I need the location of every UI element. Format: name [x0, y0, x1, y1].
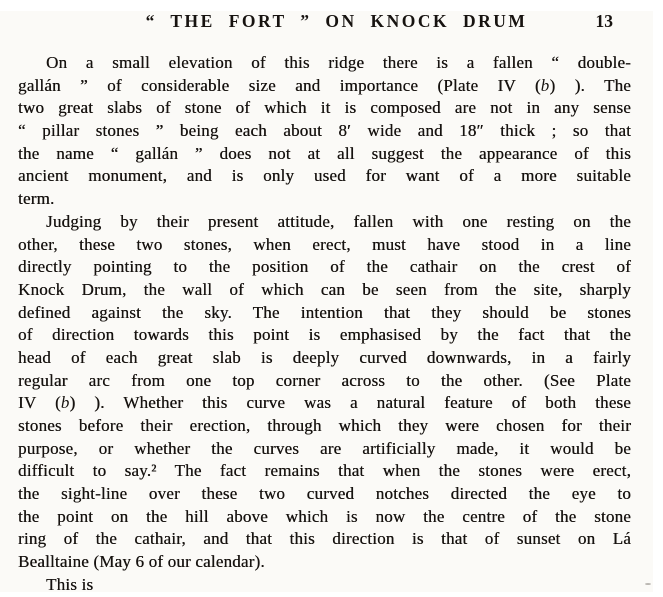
paragraph [18, 211, 631, 574]
text-line: ancient monument, and is only used for want of a more suitable [18, 166, 631, 186]
text-line: difficult to say.² The fact remains that when the stones were erect, [18, 461, 631, 481]
text-line: the name “ gallán ” does not at all suggest the appearance of this [18, 143, 631, 163]
scanned-book-page [0, 11, 653, 592]
text-line: “ pillar stones ” being each about 8′ wide and 18″ thick ; so that [18, 121, 631, 141]
text-line: ring of the cathair, and that this direction is that of sunset on Lá [18, 529, 631, 549]
text-line: head of each great slab is deeply curved downwards, in a fairly [18, 347, 631, 367]
text-line: regular arc from one top corner across to the other. (See Plate [18, 370, 631, 390]
text-line: Knock Drum, the wall of which can be seen from the site, sharply [18, 279, 631, 299]
page-header [0, 11, 653, 33]
text-line: defined against the sky. The intention that they should be stones [18, 302, 631, 322]
text-line: other, these two stones, when erect, must have stood in a line [18, 234, 631, 254]
text-line: This is [46, 574, 94, 594]
page-number: 13 [595, 11, 613, 31]
text-line: the point on the hill above which is now the centre of the stone [18, 506, 631, 526]
scan-speck-artifact [645, 583, 651, 585]
text-line: Judging by their present attitude, fallen with one resting on the [46, 211, 631, 231]
text-line: the sight-line over these two curved notches directed the eye to [18, 484, 631, 504]
paragraph [18, 52, 631, 211]
text-line: stones before their erection, through which they were chosen for their [18, 416, 631, 435]
text-line: gallán ” of considerable size and importance (Plate IV (b) ). The [18, 75, 631, 95]
running-title: “ THE FORT ” ON KNOCK DRUM [145, 11, 528, 31]
text-line: IV (b) ). Whether this curve was a natural feature of both these [18, 393, 631, 413]
text-line: directly pointing to the position of the cathair on the crest of [18, 257, 631, 277]
paragraph [18, 574, 631, 597]
text-line: Bealltaine (May 6 of our calendar). [18, 552, 265, 572]
text-line: On a small elevation of this ridge there is a fallen “ double- [46, 53, 631, 72]
text-line: two great slabs of stone of which it is composed are not in any sense [18, 98, 631, 118]
page-body [0, 52, 653, 597]
text-line: term. [18, 189, 55, 209]
text-line: purpose, or whether the curves are artificially made, it would be [18, 438, 631, 458]
text-line: of direction towards this point is emphasised by the fact that the [18, 325, 631, 345]
